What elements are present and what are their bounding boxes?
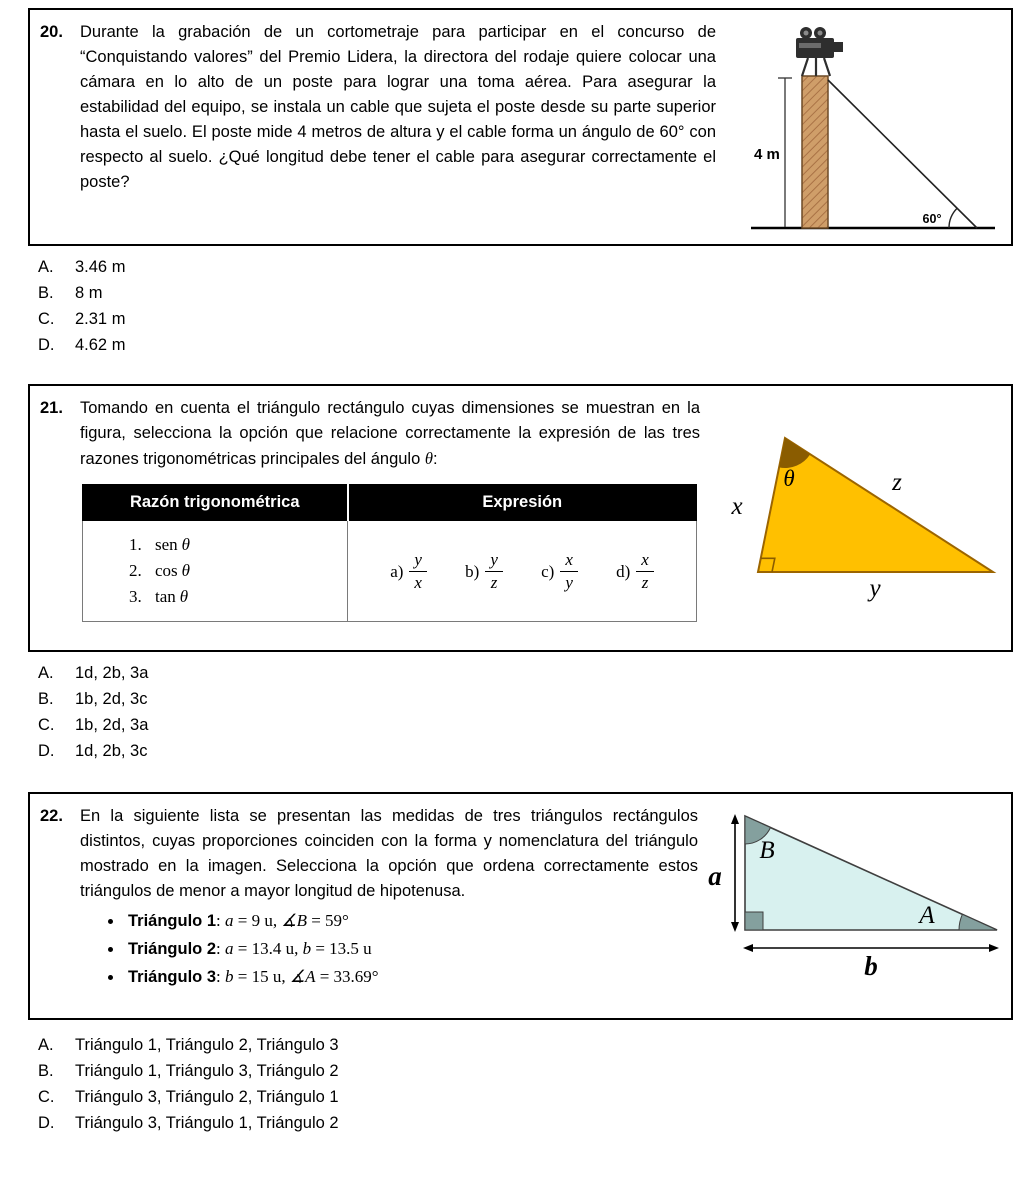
spec-value: = 13.5 u [311, 939, 372, 958]
vertical-side-label: x [731, 493, 743, 520]
option-text: 8 m [75, 284, 103, 302]
option-letter: C. [38, 716, 55, 734]
ratio-angle: θ [181, 561, 191, 580]
spec-colon: : [216, 911, 225, 930]
option-letter: D. [38, 1114, 55, 1132]
option-letter: C. [38, 1088, 55, 1106]
pole-height-label: 4 m [754, 146, 780, 163]
ratio-func: cos [155, 561, 178, 580]
spec-value: = 15 u, [233, 967, 290, 986]
question-22-body [80, 804, 698, 991]
right-angle-marker [745, 912, 763, 930]
question-22-section [0, 792, 1031, 1136]
q20-option-b [38, 280, 1031, 306]
option-text: Triángulo 3, Triángulo 2, Triángulo 1 [75, 1088, 339, 1106]
question-20-number: 20. [40, 23, 63, 41]
header-expresion: Expresión [348, 485, 697, 521]
option-text: 2.31 m [75, 310, 126, 328]
expression-b [465, 550, 503, 592]
question-21-text: Tomando en cuenta el triángulo rectángulo cuyas dimensiones se muestran en la figura, selecciona la opción que relacione correctamente la expresión de las tres razones trigonométricas principales del ángulo [80, 399, 700, 468]
cable-line [828, 80, 977, 228]
expression-a [390, 550, 427, 592]
ratio-cos [129, 558, 347, 584]
fraction-numerator: y [409, 550, 427, 572]
triangle-name: Triángulo 3 [128, 968, 217, 986]
fraction [560, 550, 578, 592]
triangle-xyz-figure [725, 430, 1005, 607]
question-22-box [28, 792, 1013, 1020]
vertical-side-label: a [708, 861, 722, 891]
option-letter: B. [38, 284, 54, 302]
pole [802, 76, 828, 228]
option-text: 1b, 2d, 3c [75, 690, 148, 708]
ratio-func: tan [155, 587, 176, 606]
fraction-denominator: y [565, 572, 573, 592]
spec-value: = 59° [306, 911, 349, 930]
fraction-numerator: y [485, 550, 503, 572]
fraction-numerator: x [636, 550, 654, 572]
ratio-func: sen [155, 535, 178, 554]
expression-label: a) [390, 561, 404, 581]
ratio-index: 1. [129, 535, 142, 554]
question-20-box [28, 8, 1013, 246]
fraction-numerator: x [560, 550, 578, 572]
option-letter: A. [38, 1036, 54, 1054]
fraction-denominator: z [490, 572, 498, 592]
question-20-section [0, 8, 1031, 358]
ratio-angle: θ [181, 535, 191, 554]
triangle-ab-figure [705, 808, 1005, 983]
triangle-list [124, 907, 698, 991]
ratio-angle: θ [179, 587, 189, 606]
spec-var: b [225, 967, 234, 986]
q22-option-d [38, 1110, 1031, 1136]
q22-options [38, 1032, 1031, 1136]
angle-label: 60° [922, 212, 942, 226]
question-22-text: En la siguiente lista se presentan las medidas de tres triángulos rectángulos distintos, cuyas proporciones coinciden con la forma y nomenclatura del triángulo mostrado en la imagen. Selecciona la opción que ordena correctamente estos triángulos de menor a mayor longitud de hipotenusa. [80, 807, 698, 900]
camera-icon [796, 27, 843, 76]
triangle-name: Triángulo 1 [128, 912, 217, 930]
expression-label: c) [541, 561, 555, 581]
pole-cable-svg [749, 16, 999, 238]
expression-c [541, 550, 578, 592]
ratio-index: 3. [129, 587, 142, 606]
expression-d [616, 550, 654, 592]
pole-cable-figure [749, 16, 999, 243]
spec-colon: : [216, 939, 225, 958]
triangle-3-spec [124, 963, 698, 991]
option-text: 3.46 m [75, 258, 126, 276]
q20-option-a [38, 254, 1031, 280]
triangle-ab-svg [705, 808, 1005, 978]
fraction [409, 550, 427, 592]
q22-option-a [38, 1032, 1031, 1058]
q21-option-d [38, 738, 1031, 764]
base-side-label: y [869, 575, 881, 602]
trig-table [82, 484, 697, 622]
trig-table-header-row [83, 485, 697, 521]
ratios-cell [83, 521, 348, 622]
spec-var: a [225, 911, 234, 930]
option-letter: C. [38, 310, 55, 328]
angle-arc [949, 208, 957, 228]
q20-option-d [38, 332, 1031, 358]
option-text: Triángulo 3, Triángulo 1, Triángulo 2 [75, 1114, 339, 1132]
option-text: 1d, 2b, 3c [75, 742, 148, 760]
q22-option-c [38, 1084, 1031, 1110]
triangle-2-spec [124, 935, 698, 963]
option-letter: D. [38, 742, 55, 760]
triangle-name: Triángulo 2 [128, 940, 217, 958]
q20-options [38, 254, 1031, 358]
q21-option-b [38, 686, 1031, 712]
spec-value: = 9 u, [233, 911, 282, 930]
question-21-colon: : [432, 450, 438, 468]
question-21-body [80, 396, 700, 622]
vertical-measure-arrow [731, 814, 739, 932]
q20-option-c [38, 306, 1031, 332]
expression-label: d) [616, 561, 631, 581]
option-letter: A. [38, 258, 54, 276]
option-text: 1b, 2d, 3a [75, 716, 149, 734]
fraction [485, 550, 503, 592]
spec-var: b [302, 939, 312, 958]
option-letter: B. [38, 1062, 54, 1080]
q21-option-a [38, 660, 1031, 686]
trig-table-body-row [83, 521, 697, 622]
triangle-xyz-svg [725, 430, 1005, 602]
q21-option-c [38, 712, 1031, 738]
option-letter: A. [38, 664, 54, 682]
option-text: 4.62 m [75, 336, 126, 354]
option-letter: B. [38, 690, 54, 708]
base-side-label: b [864, 951, 878, 978]
spec-value: = 33.69° [315, 967, 379, 986]
hypotenuse-label: z [892, 469, 902, 496]
triangle-1-spec [124, 907, 698, 935]
spec-var: ∡A [289, 967, 316, 986]
q21-options [38, 660, 1031, 764]
ratio-sen [129, 532, 347, 558]
ratio-index: 2. [129, 561, 142, 580]
spec-var: a [225, 939, 234, 958]
option-text: Triángulo 1, Triángulo 3, Triángulo 2 [75, 1062, 339, 1080]
question-21-number: 21. [40, 399, 63, 417]
question-21-section [0, 384, 1031, 764]
spec-colon: : [216, 967, 225, 986]
expressions-row [352, 550, 692, 592]
spec-var: ∡B [281, 911, 307, 930]
angle-b-label: B [759, 837, 775, 864]
triangle-shape [745, 816, 997, 930]
fraction-denominator: z [641, 572, 649, 592]
expression-label: b) [465, 561, 480, 581]
ratio-tan [129, 584, 347, 610]
spec-value: = 13.4 u, [233, 939, 303, 958]
fraction [636, 550, 654, 592]
angle-a-label: A [919, 902, 935, 929]
theta-symbol: θ [424, 449, 433, 468]
fraction-denominator: x [414, 572, 422, 592]
expressions-cell [348, 521, 697, 622]
option-text: 1d, 2b, 3a [75, 664, 149, 682]
angle-a-sector [959, 914, 997, 930]
header-razon: Razón trigonométrica [83, 485, 348, 521]
theta-label: θ [783, 466, 795, 491]
option-text: Triángulo 1, Triángulo 2, Triángulo 3 [75, 1036, 339, 1054]
option-letter: D. [38, 336, 55, 354]
question-22-number: 22. [40, 807, 63, 825]
q22-option-b [38, 1058, 1031, 1084]
question-21-box [28, 384, 1013, 652]
question-20-text: Durante la grabación de un cortometraje para participar en el concurso de “Conquistando valores” del Premio Lidera, la directora del rodaje quiere colocar una cámara en lo alto de un poste para lograr una toma aérea. Para asegurar la estabilidad del equipo, se instala un cable que sujeta el poste desde su parte superior hasta el suelo. El poste mide 4 metros de altura y el cable forma un ángulo de 60° con respecto al suelo. ¿Qué longitud debe tener el cable para asegurar correctamente el poste? [80, 23, 716, 191]
